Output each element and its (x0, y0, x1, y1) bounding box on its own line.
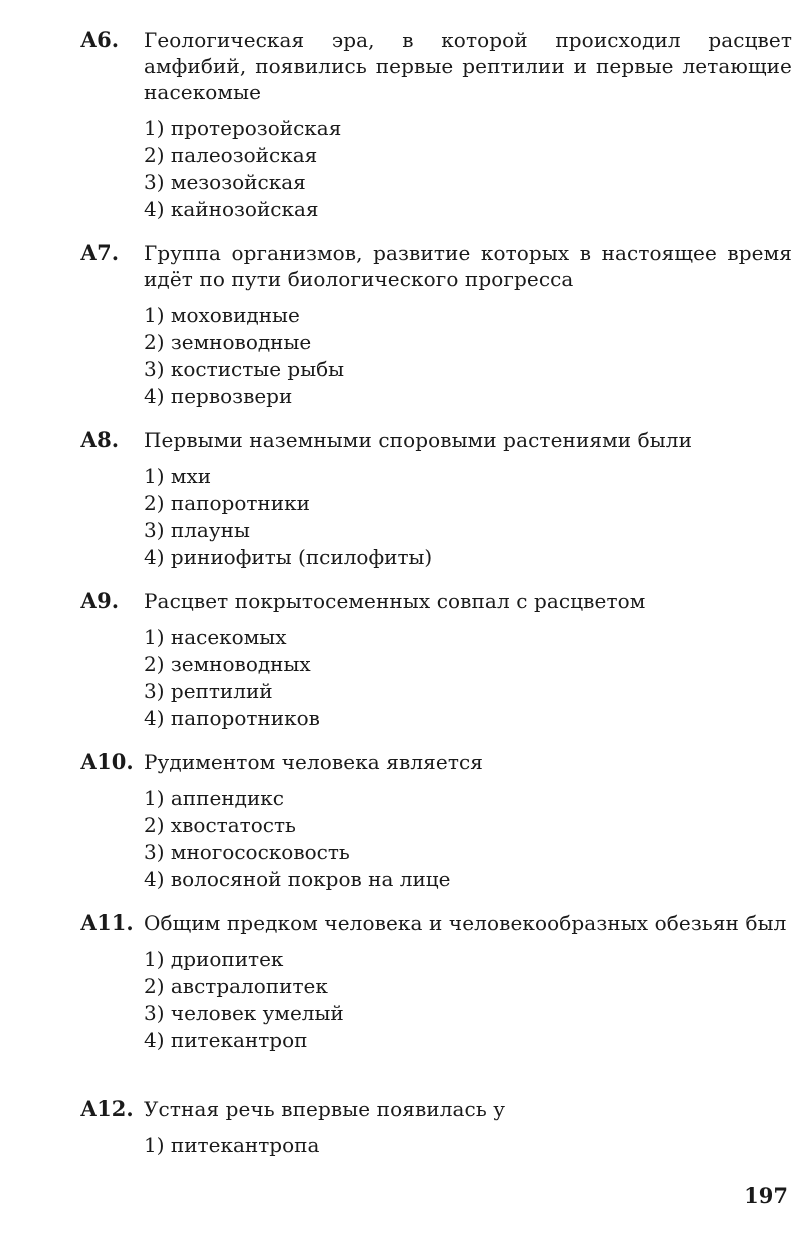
answer-option: 2) палеозойская (144, 143, 318, 167)
answer-options (144, 463, 792, 571)
question-text: Устная речь впервые появилась у (144, 1097, 506, 1121)
question-a7 (80, 240, 792, 410)
question-text: Общим предком человека и человекообразных обезьян был (144, 911, 787, 935)
answer-option: 2) земноводных (144, 652, 311, 676)
question-a8 (80, 427, 792, 571)
answer-options (144, 1132, 792, 1159)
question-number: А11. (80, 910, 134, 935)
answer-option: 4) питекантроп (144, 1028, 308, 1052)
answer-option: 1) дриопитек (144, 947, 284, 971)
question-a9 (80, 588, 792, 732)
question-a10 (80, 749, 792, 893)
page-number: 197 (744, 1183, 788, 1208)
question-a6 (80, 27, 792, 223)
answer-option: 2) папоротники (144, 491, 310, 515)
answer-option: 2) австралопитек (144, 974, 328, 998)
answer-option: 1) аппендикс (144, 786, 284, 810)
answer-option: 4) волосяной покров на лице (144, 867, 451, 891)
answer-option: 3) мезозойская (144, 170, 306, 194)
question-text: Расцвет покрытосеменных совпал с расцветом (144, 589, 646, 613)
answer-option: 3) плауны (144, 518, 250, 542)
answer-option: 3) человек умелый (144, 1001, 344, 1025)
answer-option: 3) костистые рыбы (144, 357, 345, 381)
question-text: Рудиментом человека является (144, 750, 484, 774)
question-number: А8. (80, 427, 120, 452)
answer-options (144, 115, 792, 223)
question-a12 (80, 1096, 792, 1159)
answer-option: 4) риниофиты (псилофиты) (144, 545, 433, 569)
question-number: А12. (80, 1096, 134, 1121)
answer-options (144, 302, 792, 410)
answer-option: 3) рептилий (144, 679, 273, 703)
answer-option: 1) питекантропа (144, 1133, 320, 1157)
answer-option: 4) кайнозойская (144, 197, 319, 221)
answer-option: 1) насекомых (144, 625, 287, 649)
question-a11 (80, 910, 792, 1054)
answer-option: 4) папоротников (144, 706, 320, 730)
question-text: Геологическая эра, в которой происходил расцвет амфибий, появились первые рептилии и первые летающие насекомые (144, 28, 792, 104)
question-number: А9. (80, 588, 120, 613)
question-number: А7. (80, 240, 120, 265)
question-text: Группа организмов, развитие которых в настоящее время идёт по пути биологического прогресса (144, 241, 792, 291)
answer-option: 2) хвостатость (144, 813, 296, 837)
answer-option: 3) многососковость (144, 840, 350, 864)
answer-option: 4) первозвери (144, 384, 293, 408)
answer-option: 1) моховидные (144, 303, 300, 327)
question-number: А10. (80, 749, 134, 774)
question-number: А6. (80, 27, 120, 52)
answer-option: 1) мхи (144, 464, 212, 488)
answer-option: 2) земноводные (144, 330, 312, 354)
answer-options (144, 624, 792, 732)
answer-options (144, 785, 792, 893)
question-text: Первыми наземными споровыми растениями были (144, 428, 693, 452)
answer-option: 1) протерозойская (144, 116, 342, 140)
answer-options (144, 946, 792, 1054)
